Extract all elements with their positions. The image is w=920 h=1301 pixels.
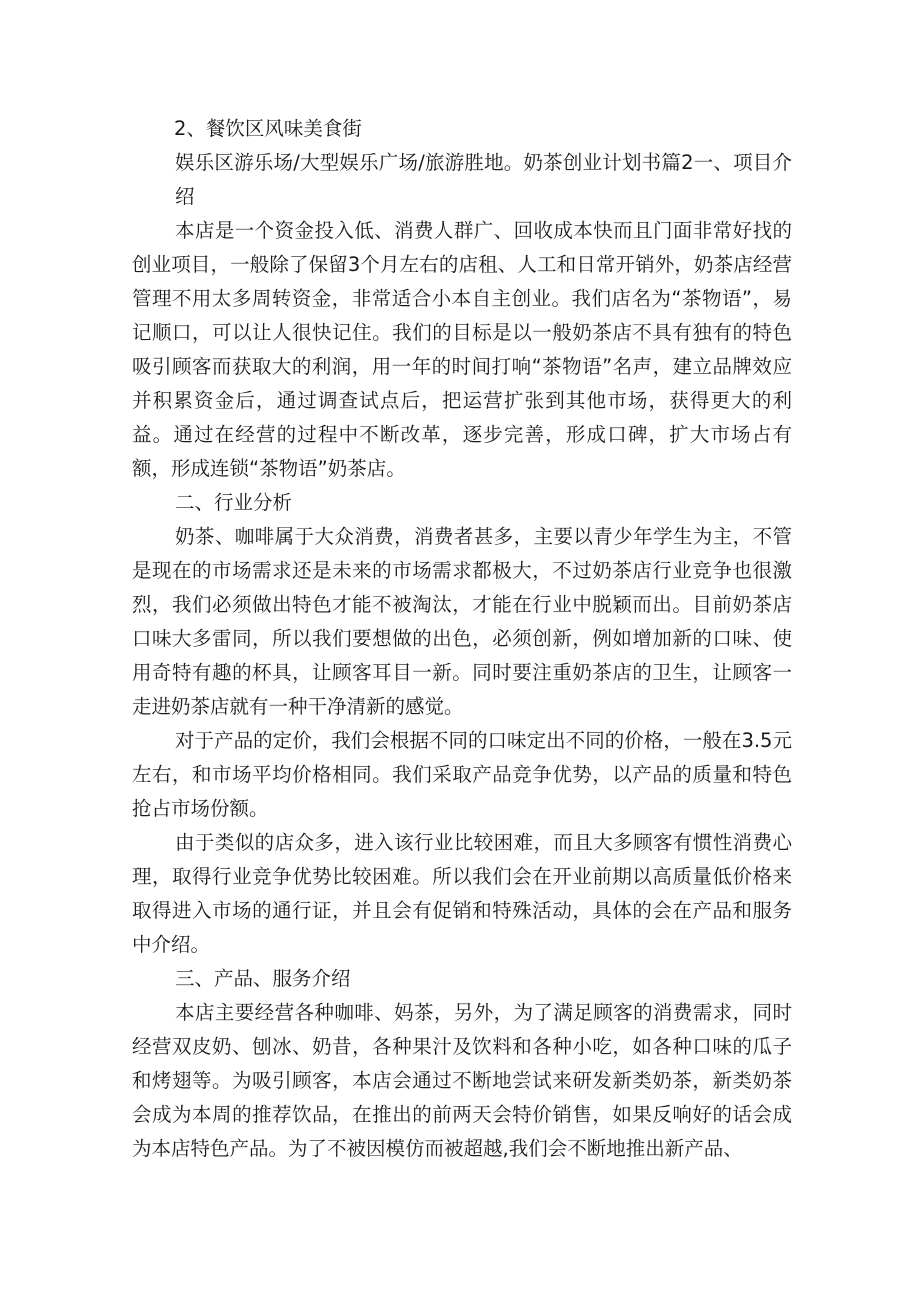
industry-paragraph: 奶茶、咖啡属于大众消费，消费者甚多，主要以青少年学生为主，不管是现在的市场需求还是未来的市场需求都极大，不过奶茶店行业竞争也很激烈，我们必须做出特色才能不被淘汰，才能在行业中脱颖而出。目前奶茶店口味大多雷同，所以我们要想做的出色，必须创新，例如增加新的口味、使用奇特有趣的杯具，让顾客耳目一新。同时要注重奶茶店的卫生，让顾客一走进奶茶店就有一种干净清新的感觉。 <box>132 525 792 718</box>
industry-analysis-heading: 二、行业分析 <box>175 491 293 514</box>
document-body <box>132 112 792 1166</box>
entertainment-and-project-intro-line: 娱乐区游乐场/大型娱乐广场/旅游胜地。奶茶创业计划书篇2一、项目介绍 <box>175 151 792 208</box>
pricing-paragraph: 对于产品的定价，我们会根据不同的口味定出不同的价格，一般在3.5元左右，和市场平均价格相同。我们采取产品竞争优势，以产品的质量和特色抢占市场份额。 <box>132 729 792 820</box>
market-entry-paragraph: 由于类似的店众多，进入该行业比较困难，而且大多顾客有惯性消费心理，取得行业竞争优势比较困难。所以我们会在开业前期以高质量低价格来取得进入市场的通行证，并且会有促销和特殊活动，具体的会在产品和服务中介绍。 <box>132 831 792 956</box>
products-paragraph: 本店主要经营各种咖啡、妈茶，另外，为了满足顾客的消费需求，同时经营双皮奶、刨冰、奶昔，各种果汁及饮料和各种小吃，如各种口味的瓜子和烤翅等。为吸引顾客，本店会通过不断地尝试来研发新类奶茶，新类奶茶会成为本周的推荐饮品，在推出的前两天会特价销售，如果反响好的话会成为本店特色产品。为了不被因模仿而被超越,我们会不断地推出新产品、 <box>132 1001 792 1160</box>
products-services-heading: 三、产品、服务介绍 <box>175 967 351 990</box>
section-food-heading: 2、餐饮区风味美食街 <box>174 117 362 140</box>
intro-paragraph: 本店是一个资金投入低、消费人群广、回收成本快而且门面非常好找的创业项目，一般除了保留3个月左右的店租、人工和日常开销外，奶茶店经营管理不用太多周转资金，非常适合小本自主创业。我们店名为“茶物语”，易记顺口，可以让人很快记住。我们的目标是以一般奶茶店不具有独有的特色吸引顾客而获取大的利润，用一年的时间打响“茶物语”名声，建立品牌效应并积累资金后，通过调查试点后，把运营扩张到其他市场，获得更大的利益。通过在经营的过程中不断改革，逐步完善，形成口碑，扩大市场占有额，形成连锁“茶物语”奶茶店。 <box>132 219 792 480</box>
